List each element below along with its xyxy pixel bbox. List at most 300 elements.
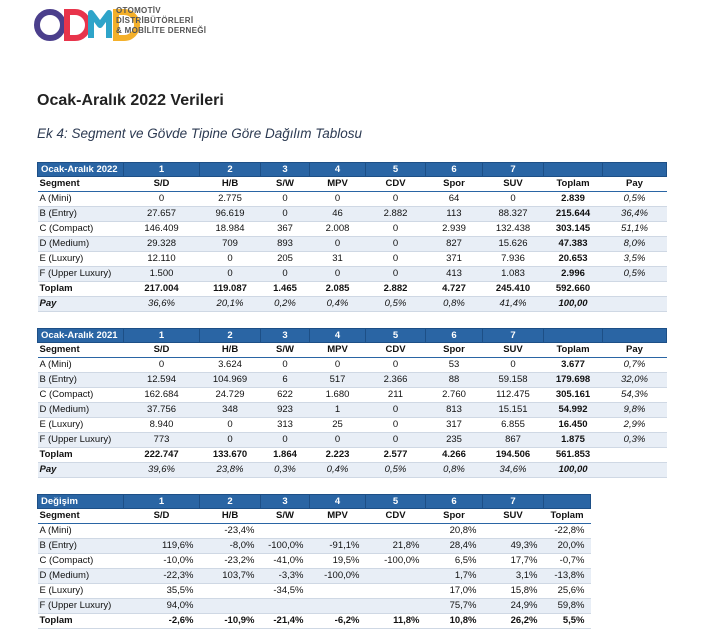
- table-row-cell: 28,4%: [426, 539, 483, 554]
- total-row-cell: Toplam: [38, 614, 124, 629]
- table-row-cell: -100,0%: [310, 569, 366, 584]
- table-row-cell: 0: [366, 252, 426, 267]
- header-row-cell: Ocak-Aralık 2021: [38, 329, 124, 343]
- table-row-cell: F (Upper Luxury): [38, 433, 124, 448]
- table-row-cell: 29.328: [124, 237, 200, 252]
- table-row-cell: -22,8%: [544, 524, 591, 539]
- table-row-cell: 0: [310, 358, 366, 373]
- header-row-cell: 5: [366, 329, 426, 343]
- column-header-row-cell: CDV: [366, 509, 426, 524]
- header-row-cell: 3: [261, 163, 310, 177]
- table-row-cell: 0: [200, 418, 261, 433]
- table-row-cell: 0: [200, 267, 261, 282]
- column-header-row-cell: Toplam: [544, 509, 591, 524]
- table-row-cell: 75,7%: [426, 599, 483, 614]
- total-row-cell: 2.577: [366, 448, 426, 463]
- column-header-row: [38, 177, 667, 192]
- total-row-cell: 245.410: [483, 282, 544, 297]
- table-row-cell: D (Medium): [38, 403, 124, 418]
- table-row-cell: 9,8%: [603, 403, 667, 418]
- table-row-cell: -23,4%: [200, 524, 261, 539]
- table-row-cell: 2.366: [366, 373, 426, 388]
- table-row-cell: 0: [366, 358, 426, 373]
- table-row: [38, 569, 591, 584]
- table-row-cell: 893: [261, 237, 310, 252]
- table-row-cell: [261, 599, 310, 614]
- table-row-cell: 2.882: [366, 207, 426, 222]
- table-row-cell: 20,8%: [426, 524, 483, 539]
- table-row-cell: 103,7%: [200, 569, 261, 584]
- table-row-cell: C (Compact): [38, 222, 124, 237]
- table-row-cell: 1.875: [544, 433, 603, 448]
- header-row-cell: [603, 163, 667, 177]
- table-row-cell: C (Compact): [38, 554, 124, 569]
- table-row-cell: 2.996: [544, 267, 603, 282]
- column-header-row-cell: Segment: [38, 509, 124, 524]
- table-row-cell: 6.855: [483, 418, 544, 433]
- column-header-row-cell: SUV: [483, 509, 544, 524]
- table-row-cell: [366, 599, 426, 614]
- table-2021: [37, 328, 667, 478]
- table-row-cell: E (Luxury): [38, 584, 124, 599]
- total-row: [38, 614, 591, 629]
- table-row-cell: 313: [261, 418, 310, 433]
- table-change: [37, 494, 591, 629]
- total-row-cell: 217.004: [124, 282, 200, 297]
- column-header-row-cell: Toplam: [544, 343, 603, 358]
- table-row-cell: 317: [426, 418, 483, 433]
- table-row-cell: 827: [426, 237, 483, 252]
- table-row-cell: 0: [261, 358, 310, 373]
- share-row-cell: Pay: [38, 463, 124, 478]
- table-row-cell: 88: [426, 373, 483, 388]
- table-row-cell: [200, 599, 261, 614]
- table-row: [38, 554, 591, 569]
- column-header-row-cell: Segment: [38, 177, 124, 192]
- table-row-cell: 517: [310, 373, 366, 388]
- table-row-cell: 211: [366, 388, 426, 403]
- share-row-cell: 0,4%: [310, 297, 366, 312]
- header-row: [38, 495, 591, 509]
- table-row-cell: [310, 524, 366, 539]
- table-row-cell: 0,7%: [603, 358, 667, 373]
- table-row-cell: 2.008: [310, 222, 366, 237]
- table-row-cell: 32,0%: [603, 373, 667, 388]
- table-row-cell: 20.653: [544, 252, 603, 267]
- share-row-cell: 0,3%: [261, 463, 310, 478]
- table-row-cell: 112.475: [483, 388, 544, 403]
- total-row-cell: 2.223: [310, 448, 366, 463]
- table-row-cell: 27.657: [124, 207, 200, 222]
- total-row-cell: [603, 282, 667, 297]
- total-row-cell: 1.864: [261, 448, 310, 463]
- table-row-cell: 0: [261, 433, 310, 448]
- column-header-row-cell: H/B: [200, 177, 261, 192]
- table-row-cell: 0: [200, 252, 261, 267]
- header-row-cell: 6: [426, 495, 483, 509]
- table-row-cell: 37.756: [124, 403, 200, 418]
- share-row-cell: 34,6%: [483, 463, 544, 478]
- table-row-cell: 813: [426, 403, 483, 418]
- table-row-cell: 0: [261, 207, 310, 222]
- column-header-row-cell: SUV: [483, 343, 544, 358]
- table-row-cell: [366, 584, 426, 599]
- table-row-cell: 2,9%: [603, 418, 667, 433]
- table-row: [38, 192, 667, 207]
- share-row-cell: 100,00: [544, 463, 603, 478]
- share-row-cell: 0,5%: [366, 297, 426, 312]
- table-row-cell: 2.839: [544, 192, 603, 207]
- table-row-cell: 146.409: [124, 222, 200, 237]
- header-row-cell: 3: [261, 329, 310, 343]
- header-row-cell: 6: [426, 329, 483, 343]
- table-row-cell: A (Mini): [38, 358, 124, 373]
- column-header-row-cell: Segment: [38, 343, 124, 358]
- table-row-cell: 0: [366, 192, 426, 207]
- header-row-cell: 1: [124, 163, 200, 177]
- table-row-cell: 0: [200, 433, 261, 448]
- table-row-cell: 205: [261, 252, 310, 267]
- table-row: [38, 222, 667, 237]
- table-row-cell: 15.151: [483, 403, 544, 418]
- table-row-cell: 18.984: [200, 222, 261, 237]
- table-row: [38, 584, 591, 599]
- column-header-row-cell: MPV: [310, 343, 366, 358]
- total-row-cell: -21,4%: [261, 614, 310, 629]
- share-row-cell: 20,1%: [200, 297, 261, 312]
- table-row-cell: 348: [200, 403, 261, 418]
- table-row-cell: 3.677: [544, 358, 603, 373]
- table-row-cell: 0: [366, 222, 426, 237]
- share-row: [38, 297, 667, 312]
- table-row-cell: 0: [310, 267, 366, 282]
- table-row-cell: 94,0%: [124, 599, 200, 614]
- table-row-cell: [483, 524, 544, 539]
- header-row-cell: 1: [124, 329, 200, 343]
- column-header-row-cell: Toplam: [544, 177, 603, 192]
- table-row-cell: -100,0%: [366, 554, 426, 569]
- table-row-cell: 25,6%: [544, 584, 591, 599]
- page-subtitle: Ek 4: Segment ve Gövde Tipine Göre Dağılım Tablosu: [37, 126, 363, 141]
- total-row-cell: 222.747: [124, 448, 200, 463]
- table-row: [38, 252, 667, 267]
- share-row-cell: Pay: [38, 297, 124, 312]
- header-row-cell: [544, 495, 591, 509]
- table-row-cell: 305.161: [544, 388, 603, 403]
- share-row-cell: 100,00: [544, 297, 603, 312]
- table-row-cell: -41,0%: [261, 554, 310, 569]
- table-row-cell: 162.684: [124, 388, 200, 403]
- table-row-cell: 1.500: [124, 267, 200, 282]
- table-row-cell: 3,5%: [603, 252, 667, 267]
- table-row-cell: 51,1%: [603, 222, 667, 237]
- table-row-cell: 132.438: [483, 222, 544, 237]
- table-row-cell: F (Upper Luxury): [38, 599, 124, 614]
- total-row-cell: 1.465: [261, 282, 310, 297]
- table-row-cell: 1.680: [310, 388, 366, 403]
- header-row-cell: Ocak-Aralık 2022: [38, 163, 124, 177]
- header-row-cell: 2: [200, 329, 261, 343]
- header-row-cell: [544, 329, 603, 343]
- table-row-cell: 215.644: [544, 207, 603, 222]
- column-header-row-cell: Spor: [426, 509, 483, 524]
- total-row-cell: 2.085: [310, 282, 366, 297]
- table-row-cell: E (Luxury): [38, 418, 124, 433]
- table-row-cell: 54.992: [544, 403, 603, 418]
- table-row: [38, 599, 591, 614]
- column-header-row-cell: MPV: [310, 177, 366, 192]
- table-row-cell: -23,2%: [200, 554, 261, 569]
- table-row-cell: 2.939: [426, 222, 483, 237]
- table-row-cell: 59.158: [483, 373, 544, 388]
- table-row-cell: 15,8%: [483, 584, 544, 599]
- table-row-cell: 2.760: [426, 388, 483, 403]
- table-row-cell: 16.450: [544, 418, 603, 433]
- table-row: [38, 539, 591, 554]
- total-row-cell: Toplam: [38, 282, 124, 297]
- share-row-cell: 0,5%: [366, 463, 426, 478]
- total-row-cell: -2,6%: [124, 614, 200, 629]
- header-row-cell: 2: [200, 495, 261, 509]
- table-row-cell: 46: [310, 207, 366, 222]
- total-row-cell: 26,2%: [483, 614, 544, 629]
- table-row-cell: 1,7%: [426, 569, 483, 584]
- table-row-cell: 235: [426, 433, 483, 448]
- share-row-cell: 41,4%: [483, 297, 544, 312]
- column-header-row-cell: S/D: [124, 509, 200, 524]
- table-row-cell: 7.936: [483, 252, 544, 267]
- table-row-cell: 0: [366, 403, 426, 418]
- table-row: [38, 207, 667, 222]
- table-row-cell: [310, 599, 366, 614]
- header-row: [38, 163, 667, 177]
- table-row-cell: -91,1%: [310, 539, 366, 554]
- total-row: [38, 448, 667, 463]
- table-row-cell: 8,0%: [603, 237, 667, 252]
- header-row-cell: 7: [483, 329, 544, 343]
- table-row-cell: -10,0%: [124, 554, 200, 569]
- table-row-cell: 47.383: [544, 237, 603, 252]
- table-row-cell: 0,3%: [603, 433, 667, 448]
- table-row: [38, 267, 667, 282]
- table-row-cell: 24,9%: [483, 599, 544, 614]
- share-row-cell: 0,2%: [261, 297, 310, 312]
- table-row-cell: [200, 584, 261, 599]
- table-row-cell: [366, 569, 426, 584]
- table-row-cell: 59,8%: [544, 599, 591, 614]
- table-row-cell: 1.083: [483, 267, 544, 282]
- table-row-cell: 35,5%: [124, 584, 200, 599]
- table-2022: [37, 162, 667, 312]
- table-row-cell: 8.940: [124, 418, 200, 433]
- table-row: [38, 524, 591, 539]
- table-row-cell: 36,4%: [603, 207, 667, 222]
- table-row-cell: [261, 524, 310, 539]
- share-row-cell: [603, 463, 667, 478]
- table-row-cell: 0: [366, 267, 426, 282]
- table-row-cell: 21,8%: [366, 539, 426, 554]
- table-row-cell: B (Entry): [38, 373, 124, 388]
- header-row-cell: 4: [310, 163, 366, 177]
- total-row-cell: 4.266: [426, 448, 483, 463]
- table-row-cell: [310, 584, 366, 599]
- table-row-cell: 3,1%: [483, 569, 544, 584]
- total-row-cell: 133.670: [200, 448, 261, 463]
- table-row-cell: 12.110: [124, 252, 200, 267]
- table-row-cell: A (Mini): [38, 524, 124, 539]
- column-header-row-cell: MPV: [310, 509, 366, 524]
- table-row-cell: 709: [200, 237, 261, 252]
- header-row-cell: 5: [366, 163, 426, 177]
- total-row-cell: 4.727: [426, 282, 483, 297]
- org-line: OTOMOTİV: [116, 6, 161, 15]
- table-row-cell: D (Medium): [38, 569, 124, 584]
- column-header-row-cell: S/W: [261, 177, 310, 192]
- table-row-cell: 0: [366, 433, 426, 448]
- total-row-cell: 592.660: [544, 282, 603, 297]
- page-title: Ocak-Aralık 2022 Verileri: [37, 92, 224, 109]
- table-row-cell: 20,0%: [544, 539, 591, 554]
- table-row-cell: 0: [261, 267, 310, 282]
- table-row-cell: 19,5%: [310, 554, 366, 569]
- total-row-cell: -6,2%: [310, 614, 366, 629]
- table-row: [38, 403, 667, 418]
- table-row-cell: 96.619: [200, 207, 261, 222]
- header-row: [38, 329, 667, 343]
- table-row: [38, 433, 667, 448]
- header-row-cell: 4: [310, 329, 366, 343]
- table-row-cell: -13,8%: [544, 569, 591, 584]
- table-row-cell: C (Compact): [38, 388, 124, 403]
- table-row-cell: -0,7%: [544, 554, 591, 569]
- table-row-cell: 0: [124, 192, 200, 207]
- total-row-cell: 5,5%: [544, 614, 591, 629]
- total-row-cell: [603, 448, 667, 463]
- table-row-cell: 53: [426, 358, 483, 373]
- table-row-cell: 413: [426, 267, 483, 282]
- header-row-cell: Değişim: [38, 495, 124, 509]
- share-row-cell: 0,8%: [426, 463, 483, 478]
- share-row-cell: 0,8%: [426, 297, 483, 312]
- table-row-cell: -100,0%: [261, 539, 310, 554]
- table-row-cell: 0: [366, 237, 426, 252]
- total-row: [38, 282, 667, 297]
- org-line: & MOBİLİTE DERNEĞİ: [116, 26, 207, 35]
- org-name: [116, 6, 206, 36]
- share-row: [38, 463, 667, 478]
- table-row-cell: 1: [310, 403, 366, 418]
- table-row-cell: 303.145: [544, 222, 603, 237]
- table-row-cell: 104.969: [200, 373, 261, 388]
- column-header-row-cell: SUV: [483, 177, 544, 192]
- header-row-cell: 7: [483, 495, 544, 509]
- table-row-cell: E (Luxury): [38, 252, 124, 267]
- table-row-cell: 179.698: [544, 373, 603, 388]
- table-row-cell: 17,0%: [426, 584, 483, 599]
- table-row-cell: -8,0%: [200, 539, 261, 554]
- table-row-cell: 0,5%: [603, 267, 667, 282]
- header-row-cell: 6: [426, 163, 483, 177]
- column-header-row-cell: CDV: [366, 177, 426, 192]
- table-row-cell: 31: [310, 252, 366, 267]
- table-row-cell: 24.729: [200, 388, 261, 403]
- table-row-cell: 15.626: [483, 237, 544, 252]
- table-row: [38, 388, 667, 403]
- table-row-cell: 371: [426, 252, 483, 267]
- column-header-row-cell: CDV: [366, 343, 426, 358]
- header-row-cell: 3: [261, 495, 310, 509]
- table-row-cell: 25: [310, 418, 366, 433]
- share-row-cell: 0,4%: [310, 463, 366, 478]
- table-row-cell: 0: [261, 192, 310, 207]
- total-row-cell: 11,8%: [366, 614, 426, 629]
- table-row-cell: 0: [310, 237, 366, 252]
- table-row: [38, 237, 667, 252]
- table-row-cell: 6: [261, 373, 310, 388]
- table-row-cell: 622: [261, 388, 310, 403]
- table-row-cell: 0: [366, 418, 426, 433]
- share-row-cell: 39,6%: [124, 463, 200, 478]
- table-row-cell: 0: [124, 358, 200, 373]
- table-row-cell: 2.775: [200, 192, 261, 207]
- column-header-row-cell: H/B: [200, 509, 261, 524]
- table-row-cell: 0: [310, 433, 366, 448]
- table-row-cell: -3,3%: [261, 569, 310, 584]
- total-row-cell: 119.087: [200, 282, 261, 297]
- total-row-cell: 194.506: [483, 448, 544, 463]
- table-row-cell: [366, 524, 426, 539]
- column-header-row-cell: S/W: [261, 509, 310, 524]
- header-row-cell: 2: [200, 163, 261, 177]
- column-header-row-cell: S/W: [261, 343, 310, 358]
- share-row-cell: 36,6%: [124, 297, 200, 312]
- table-row-cell: 867: [483, 433, 544, 448]
- table-row-cell: -34,5%: [261, 584, 310, 599]
- table-row-cell: 773: [124, 433, 200, 448]
- header-row-cell: 1: [124, 495, 200, 509]
- total-row-cell: 561.853: [544, 448, 603, 463]
- table-row-cell: 119,6%: [124, 539, 200, 554]
- table-row: [38, 373, 667, 388]
- table-row-cell: 17,7%: [483, 554, 544, 569]
- table-row-cell: 88.327: [483, 207, 544, 222]
- table-row-cell: 6,5%: [426, 554, 483, 569]
- table-row-cell: B (Entry): [38, 539, 124, 554]
- table-row-cell: 54,3%: [603, 388, 667, 403]
- total-row-cell: -10,9%: [200, 614, 261, 629]
- total-row-cell: Toplam: [38, 448, 124, 463]
- column-header-row-cell: S/D: [124, 343, 200, 358]
- table-row-cell: 64: [426, 192, 483, 207]
- table-row-cell: 12.594: [124, 373, 200, 388]
- table-row-cell: 3.624: [200, 358, 261, 373]
- share-row-cell: 23,8%: [200, 463, 261, 478]
- column-header-row-cell: S/D: [124, 177, 200, 192]
- total-row-cell: 2.882: [366, 282, 426, 297]
- org-line: DİSTRİBÜTÖRLERİ: [116, 16, 194, 25]
- column-header-row: [38, 509, 591, 524]
- table-row-cell: 0,5%: [603, 192, 667, 207]
- column-header-row-cell: H/B: [200, 343, 261, 358]
- table-row-cell: F (Upper Luxury): [38, 267, 124, 282]
- table-row-cell: A (Mini): [38, 192, 124, 207]
- table-row-cell: 0: [483, 358, 544, 373]
- table-row-cell: 49,3%: [483, 539, 544, 554]
- column-header-row: [38, 343, 667, 358]
- header-row-cell: [544, 163, 603, 177]
- table-row-cell: 113: [426, 207, 483, 222]
- table-row-cell: -22,3%: [124, 569, 200, 584]
